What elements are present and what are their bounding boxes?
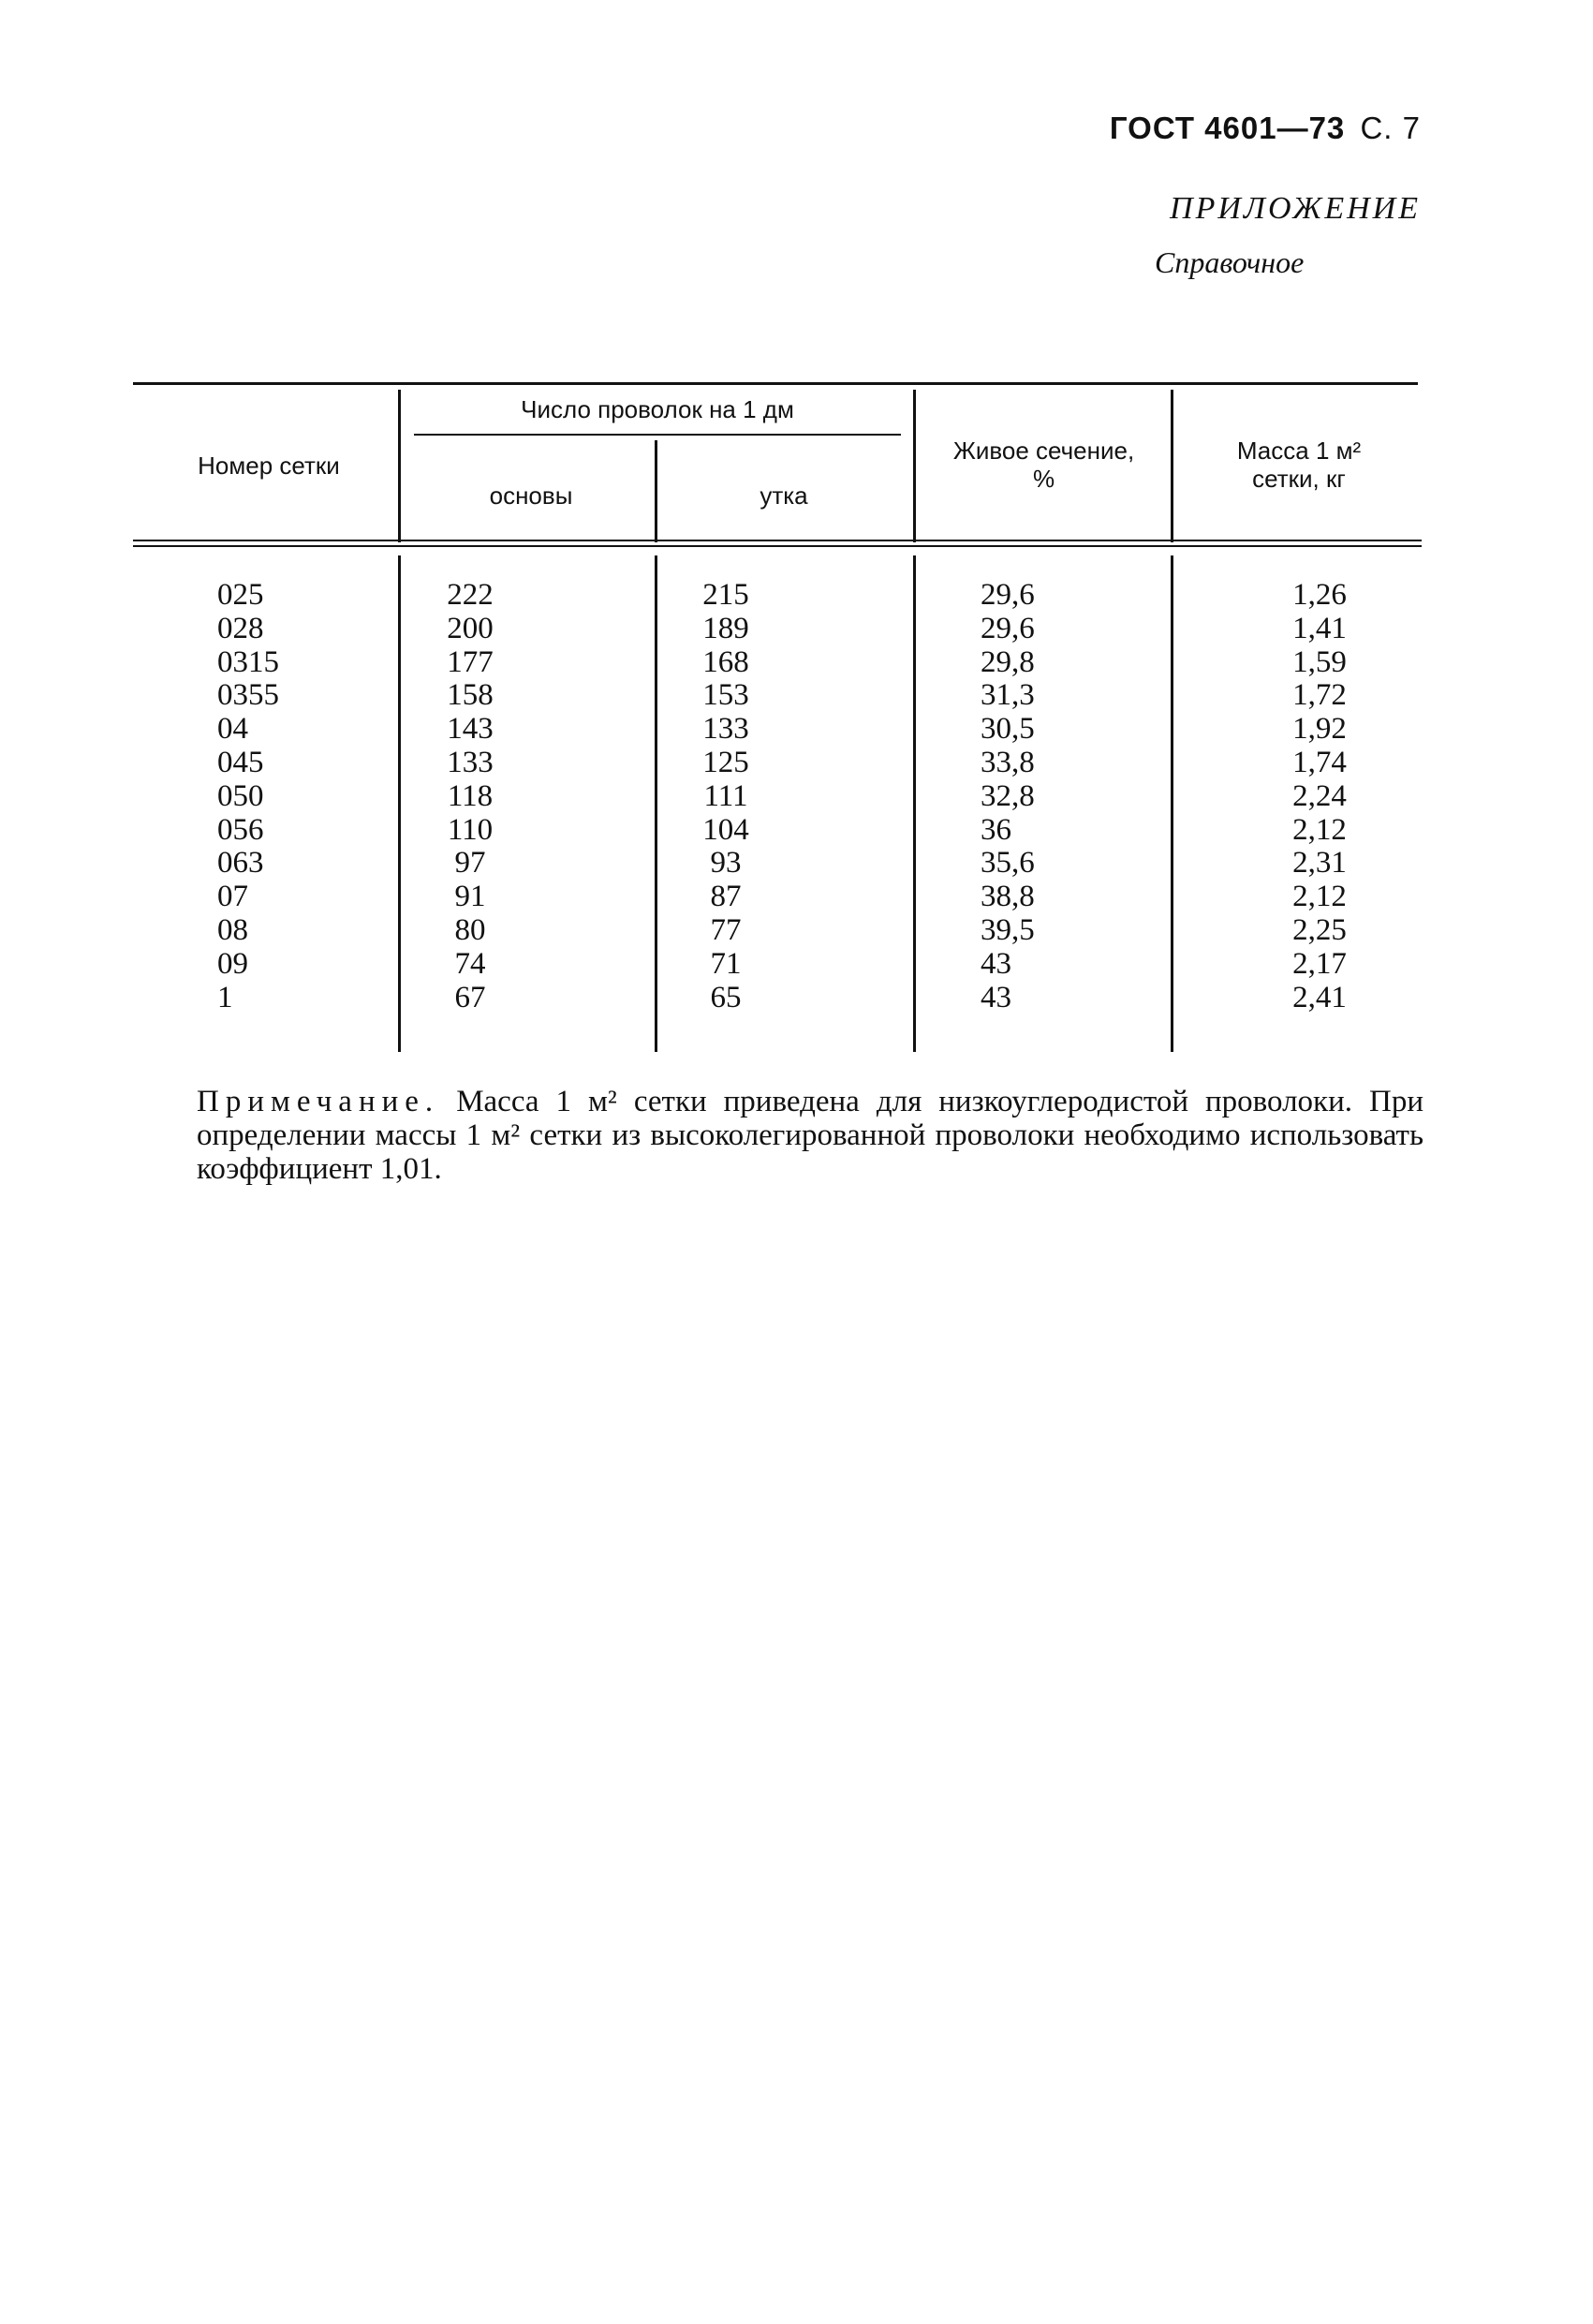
cell-weft: 111 — [703, 778, 748, 813]
cell-mesh-number: 04 — [217, 712, 248, 747]
note-text: Масса 1 м² сетки приведена для низкоуглеродистой проволоки. При определении массы 1 м² сетки из высоколегированной проволоки необходимо использовать коэффициент 1,01. — [197, 1085, 1423, 1186]
column-weft — [670, 579, 782, 1014]
col-divider-1 — [398, 390, 401, 542]
cell-warp: 118 — [447, 778, 494, 813]
cell-open-area: 30,5 — [981, 712, 1035, 747]
column-open-area — [981, 579, 1084, 1014]
cell-open-area: 29,8 — [981, 644, 1035, 679]
header-mass — [1180, 437, 1418, 493]
cell-mass: 2,31 — [1292, 846, 1347, 881]
cell-weft: 133 — [702, 712, 749, 747]
cell-warp: 158 — [447, 678, 494, 713]
cell-open-area: 33,8 — [981, 745, 1035, 779]
cell-weft: 87 — [710, 880, 742, 914]
cell-mass: 2,12 — [1292, 812, 1347, 847]
appendix-title: ПРИЛОЖЕНИЕ — [1170, 191, 1421, 226]
cell-warp: 133 — [447, 745, 494, 779]
cell-weft: 153 — [702, 678, 749, 713]
column-mesh-number — [217, 579, 330, 1014]
header-open-area-line1: Живое сечение, — [952, 437, 1135, 465]
cell-open-area: 29,6 — [981, 578, 1035, 612]
cell-weft: 215 — [702, 578, 749, 612]
cell-mesh-number: 1 — [217, 980, 233, 1014]
header-mass-line1: Масса 1 м² — [1236, 437, 1362, 465]
cell-mass: 1,92 — [1292, 712, 1347, 747]
cell-open-area: 43 — [981, 980, 1011, 1014]
cell-mass: 2,12 — [1292, 880, 1347, 914]
header-mass-line2: сетки, кг — [1252, 465, 1346, 493]
col-divider-3-body — [913, 555, 916, 1052]
cell-mesh-number: 025 — [217, 578, 264, 612]
cell-warp: 222 — [447, 578, 494, 612]
cell-warp: 200 — [447, 611, 494, 645]
cell-warp: 177 — [447, 644, 494, 679]
cell-weft: 125 — [702, 745, 749, 779]
appendix-subtitle: Справочное — [1155, 245, 1305, 279]
cell-mass: 2,41 — [1292, 980, 1347, 1014]
header-bottom-rule — [133, 540, 1422, 541]
cell-mass: 1,74 — [1292, 745, 1347, 779]
page-number: С. 7 — [1360, 111, 1421, 145]
header-weft: утка — [760, 481, 808, 510]
table-top-rule — [133, 382, 1418, 385]
cell-mesh-number: 050 — [217, 778, 264, 813]
header-wires-group: Число проволок на 1 дм — [521, 395, 794, 423]
cell-warp: 67 — [454, 980, 486, 1014]
cell-mass: 2,17 — [1292, 946, 1347, 981]
cell-open-area: 36 — [981, 812, 1011, 847]
col-divider-4 — [1171, 390, 1173, 542]
col-divider-3 — [913, 390, 916, 542]
cell-open-area: 29,6 — [981, 611, 1035, 645]
cell-warp: 110 — [447, 812, 494, 847]
cell-mesh-number: 063 — [217, 846, 264, 881]
cell-warp: 91 — [454, 880, 486, 914]
header-bottom-rule-double — [133, 545, 1422, 547]
cell-mesh-number: 09 — [217, 946, 248, 981]
cell-mass: 2,24 — [1292, 778, 1347, 813]
cell-weft: 77 — [710, 912, 742, 947]
col-divider-2 — [655, 440, 657, 542]
column-mass — [1263, 579, 1376, 1014]
header-mesh-number: Номер сетки — [198, 451, 340, 480]
cell-mesh-number: 028 — [217, 611, 264, 645]
cell-weft: 168 — [702, 644, 749, 679]
header-warp: основы — [489, 481, 573, 510]
cell-mass: 2,25 — [1292, 912, 1347, 947]
cell-open-area: 38,8 — [981, 880, 1035, 914]
cell-mesh-number: 08 — [217, 912, 248, 947]
cell-mass: 1,26 — [1292, 578, 1347, 612]
header-open-area — [924, 437, 1163, 493]
page-header — [1110, 111, 1421, 146]
cell-open-area: 32,8 — [981, 778, 1035, 813]
cell-weft: 65 — [710, 980, 742, 1014]
group-header-rule — [414, 434, 901, 436]
col-divider-2-body — [655, 555, 657, 1052]
cell-mesh-number: 0355 — [217, 678, 279, 713]
cell-open-area: 43 — [981, 946, 1011, 981]
cell-open-area: 31,3 — [981, 678, 1035, 713]
cell-warp: 143 — [447, 712, 494, 747]
cell-mass: 1,41 — [1292, 611, 1347, 645]
cell-weft: 93 — [710, 846, 742, 881]
doc-code: ГОСТ 4601—73 — [1109, 111, 1346, 145]
mesh-table — [133, 382, 1418, 1057]
cell-mass: 1,59 — [1292, 644, 1347, 679]
table-note — [197, 1085, 1423, 1186]
cell-mesh-number: 056 — [217, 812, 264, 847]
col-divider-1-body — [398, 555, 401, 1052]
cell-weft: 71 — [710, 946, 742, 981]
col-divider-4-body — [1171, 555, 1173, 1052]
cell-warp: 97 — [454, 846, 486, 881]
cell-warp: 80 — [454, 912, 486, 947]
cell-mesh-number: 0315 — [217, 644, 279, 679]
cell-weft: 104 — [702, 812, 749, 847]
cell-open-area: 39,5 — [981, 912, 1035, 947]
cell-mesh-number: 045 — [217, 745, 264, 779]
column-warp — [414, 579, 526, 1014]
cell-open-area: 35,6 — [981, 846, 1035, 881]
note-label: Примечание. — [197, 1085, 440, 1118]
cell-mass: 1,72 — [1292, 678, 1347, 713]
cell-warp: 74 — [454, 946, 486, 981]
header-open-area-line2: % — [1032, 465, 1055, 493]
cell-mesh-number: 07 — [217, 880, 248, 914]
cell-weft: 189 — [702, 611, 749, 645]
